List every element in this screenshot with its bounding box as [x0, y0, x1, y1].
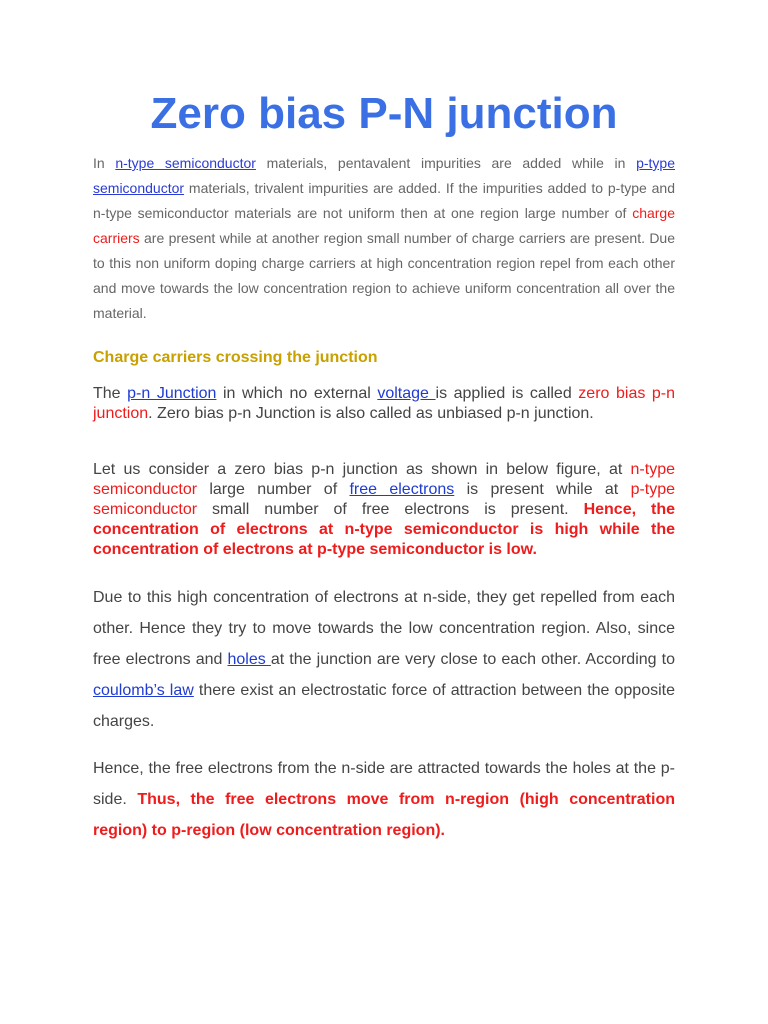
link-p-type-semiconductor[interactable]: p-type semiconductor — [93, 155, 675, 196]
text: . Zero bias p-n Junction is also called as unbiased p-n junction. — [148, 405, 594, 422]
text: Due to this high concentration of electrons at n-side, they get repelled from each other. Hence they try to move towards the low concentration region. Also, since free electrons and — [93, 589, 675, 668]
concentration-paragraph — [93, 460, 675, 560]
zero-bias-definition-paragraph — [93, 384, 675, 424]
highlight-thus-statement: Thus, the free electrons move from n-region (high concentration region) to p-region (low concentration region). — [93, 791, 675, 839]
text: Hence, the free electrons from the n-side are attracted towards the holes at the p-side. — [93, 760, 675, 808]
attraction-paragraph — [93, 753, 675, 846]
highlight-hence-statement: Hence, the concentration of electrons at n-type semiconductor is high while the concentration of electrons at p-type semiconductor is low. — [93, 501, 675, 558]
text: The — [93, 385, 128, 402]
text: is applied is called — [435, 385, 579, 402]
text: In — [93, 155, 116, 171]
text: Let us consider a zero bias p-n junction as shown in below figure, at — [93, 461, 631, 478]
text: at the junction are very close to each other. According to — [270, 651, 675, 668]
intro-paragraph — [93, 151, 675, 326]
highlight-zero-bias: zero bias p-n junction — [93, 385, 676, 422]
section-subheading: Charge carriers crossing the junction — [93, 349, 378, 366]
text: materials, pentavalent impurities are added while in — [255, 155, 637, 171]
link-coulombs-law[interactable]: coulomb’s law — [93, 682, 194, 699]
link-n-type-semiconductor[interactable]: n-type semiconductor — [115, 155, 256, 171]
link-holes[interactable]: holes — [227, 651, 271, 668]
link-pn-junction[interactable]: p-n Junction — [127, 385, 217, 402]
repulsion-paragraph — [93, 582, 675, 737]
text: there exist an electrostatic force of attraction between the opposite charges. — [93, 682, 676, 730]
page-title: Zero bias P-N junction — [150, 89, 618, 138]
text: is present while at — [454, 481, 631, 498]
link-voltage[interactable]: voltage — [377, 385, 436, 402]
text: are present while at another region small number of charge carriers are present. Due to this non uniform doping charge carriers at high concentration region repel from each other and move towards the low concentration region to achieve uniform concentration all over the material. — [93, 230, 675, 321]
text: materials, trivalent impurities are added. If the impurities added to p-type and n-type semiconductor materials are not uniform then at one region large number of — [93, 180, 675, 221]
text: large number of — [197, 481, 350, 498]
highlight-charge-carriers: charge carriers — [93, 205, 675, 246]
link-free-electrons[interactable]: free electrons — [349, 481, 455, 498]
text: in which no external — [216, 385, 378, 402]
highlight-n-type: n-type semiconductor — [93, 461, 675, 498]
highlight-p-type: p-type semiconductor — [93, 481, 676, 518]
text: small number of free electrons is present. — [197, 501, 584, 518]
